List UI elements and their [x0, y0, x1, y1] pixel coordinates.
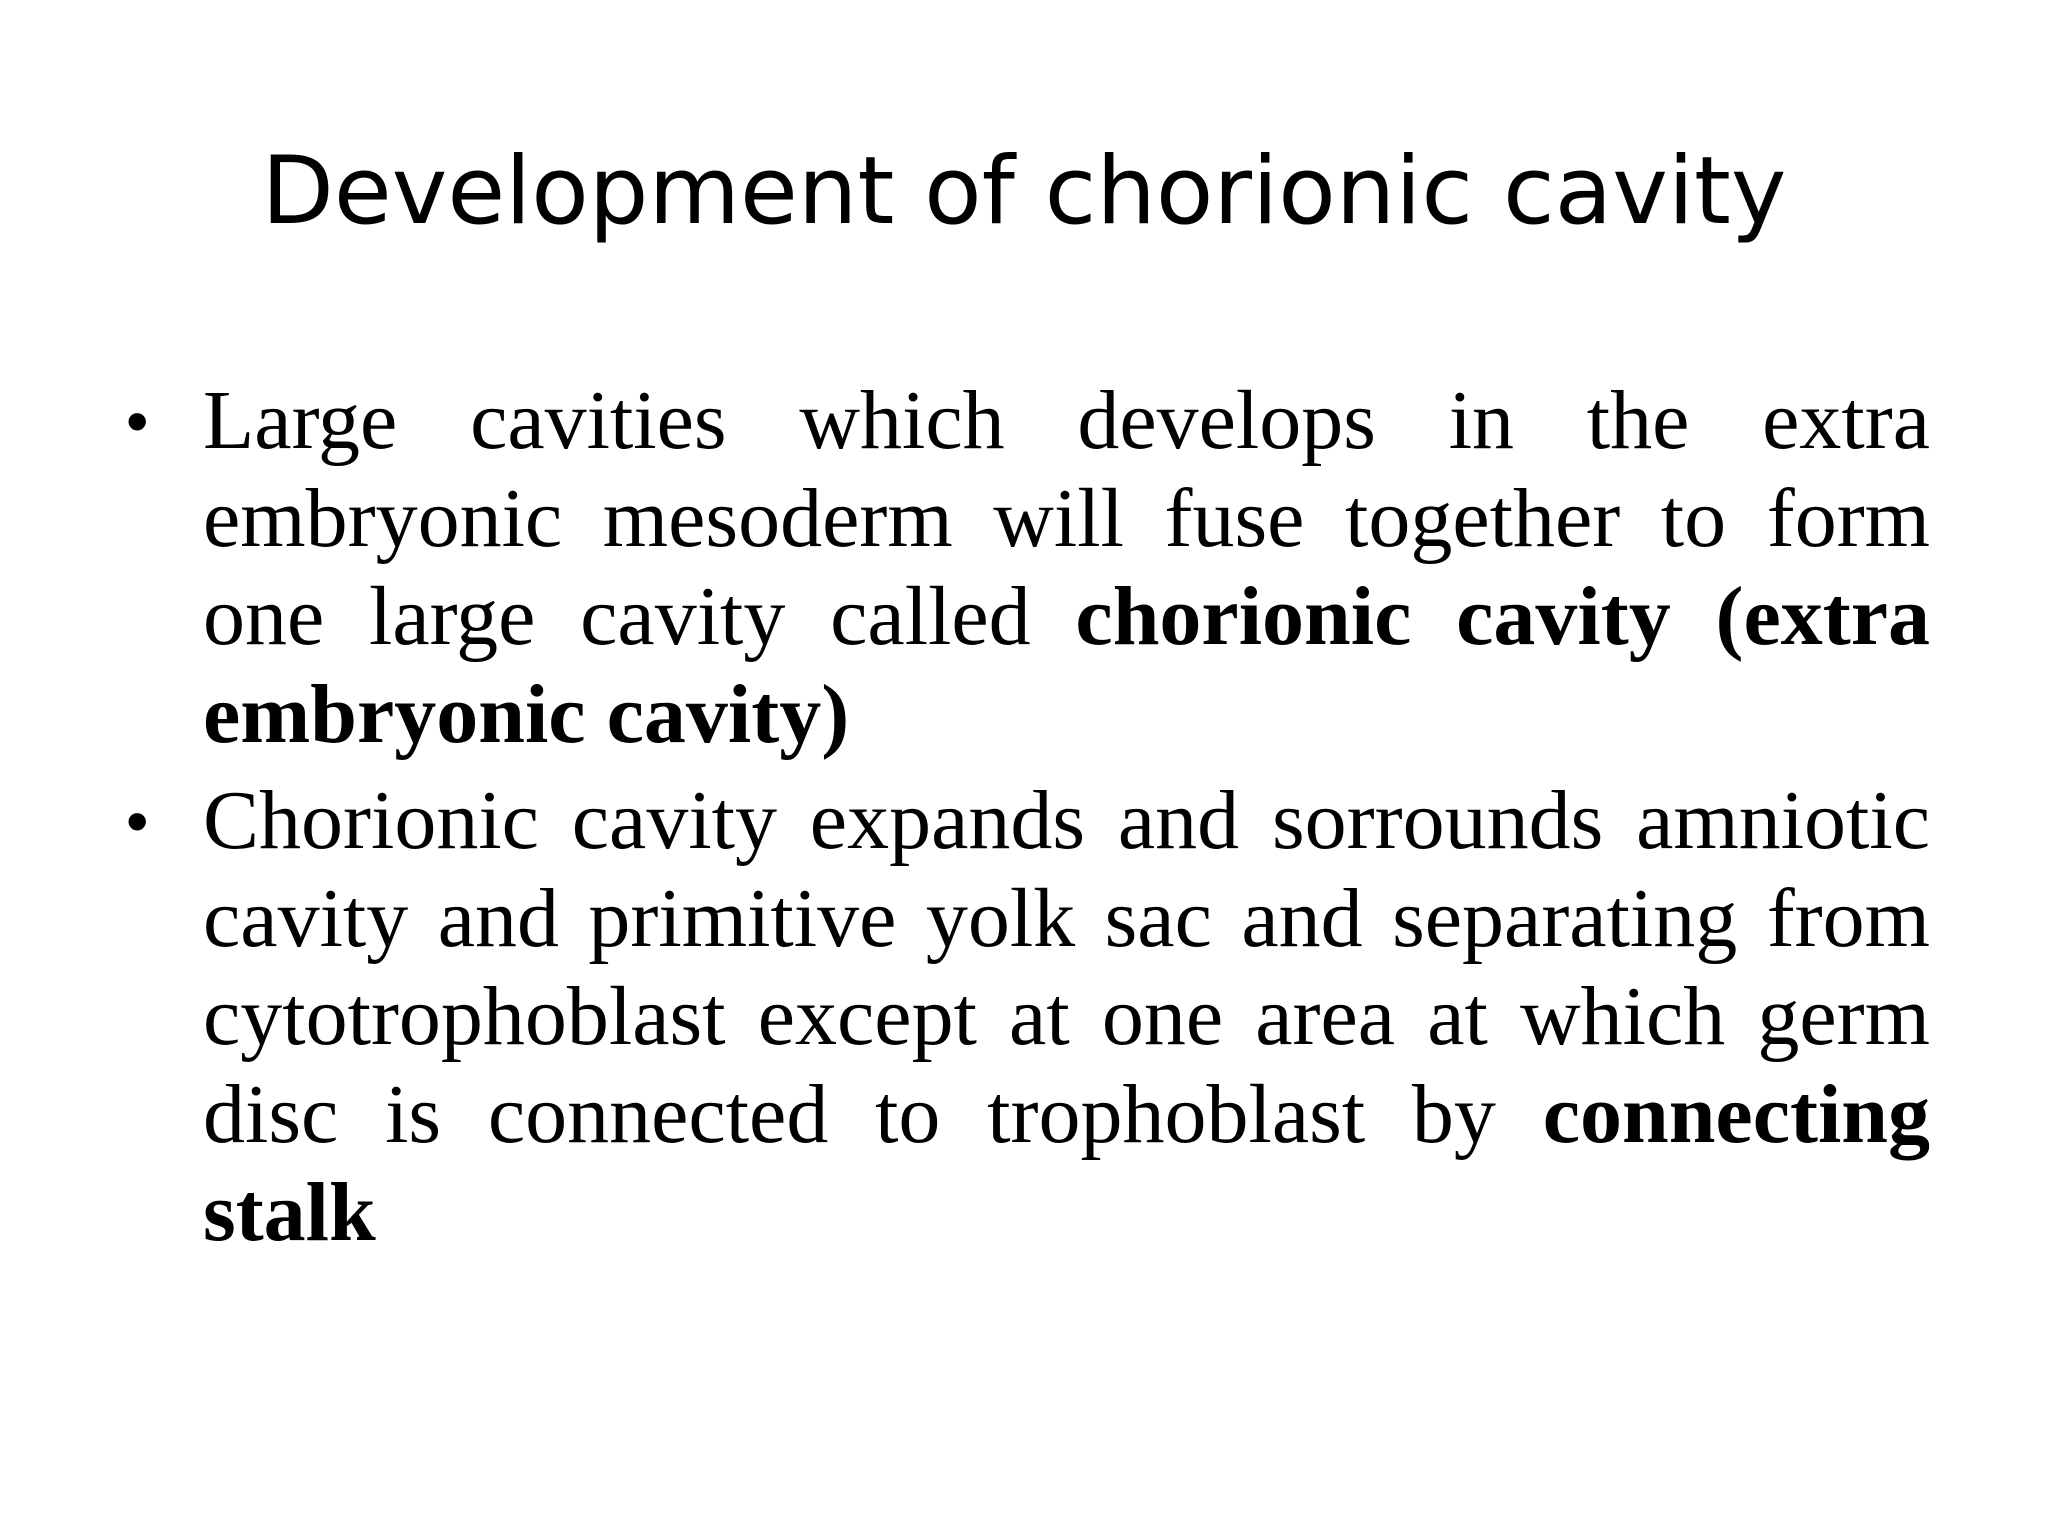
bullet-item-chorionic-cavity-expansion	[120, 772, 1930, 1262]
slide-title: Development of chorionic cavity	[261, 137, 1787, 246]
bullet-item-chorionic-cavity-formation	[120, 372, 1930, 764]
bullet-list	[120, 372, 1930, 1270]
bullet-marker: •	[126, 385, 149, 457]
bullet-bold-term: connecting stalk	[203, 1068, 1930, 1259]
bullet-text: Chorionic cavity expands and sorrounds amniotic cavity and primitive yolk sac and separating from cytotrophoblast except at one area at which germ disc is connected to trophoblast by	[203, 774, 1930, 1161]
bullet-marker: •	[126, 785, 149, 857]
bullet-text: Large cavities which develops in the extra embryonic mesoderm will fuse together to form one large cavity called	[203, 374, 1930, 663]
bullet-bold-term: chorionic cavity (extra embryonic cavity)	[203, 570, 1930, 761]
